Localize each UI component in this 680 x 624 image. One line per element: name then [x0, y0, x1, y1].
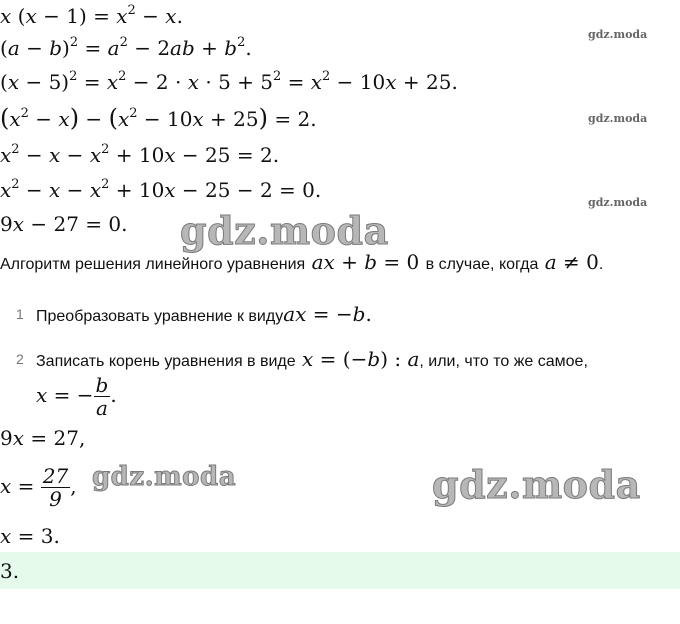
- equation-line-7: 9x − 27 = 0.: [0, 212, 128, 236]
- step-2-number: 2: [16, 351, 24, 367]
- equation-line-1: x $(x - 1) = x^2 - x$.: [0, 3, 183, 28]
- equation-line-4: $(x^2 - x) - (x^2 - 10x + 25) = 2$.: [0, 104, 317, 132]
- step-1-text: Преобразовать уравнение к виду: [36, 308, 284, 325]
- step-2-fraction-line: x = − $\frac{b}{a}$ .: [36, 374, 117, 418]
- equation-line-5: $x^2 - x - x^2 + 10x - 25 = 2$.: [0, 142, 280, 167]
- equation-x-3: x = 3.: [0, 524, 60, 548]
- step-2-text2: , или, что то же самое,: [419, 353, 588, 370]
- watermark-small-3: gdz.moda: [588, 196, 648, 209]
- step-1: Преобразовать уравнение к видуax = −b.: [36, 302, 372, 326]
- algorithm-intro: Алгоритм решения линейного уравнения ax + b = 0 в случае, когда a ≠ 0.: [0, 250, 604, 274]
- fraction-b-over-a: $\frac{b}{a}$: [95, 374, 109, 418]
- watermark-large-1: gdz.moda: [180, 208, 389, 253]
- step-1-number: 1: [16, 306, 24, 322]
- answer-value: 3.: [0, 559, 20, 583]
- equation-line-3: $(x - 5)^2 = x^2 - 2 \cdot x \cdot 5 + 5^2 = x^2 - 10x + 25$.: [0, 69, 458, 94]
- watermark-large-3: gdz.moda: [432, 462, 641, 507]
- watermark-small-2: gdz.moda: [588, 112, 648, 125]
- algorithm-intro-text: Алгоритм решения линейного уравнения: [0, 256, 306, 273]
- fraction-27-over-9: $\frac{27}{9}$: [42, 464, 69, 511]
- step-2: Записать корень уравнения в виде x = (−b) : a, или, что то же самое,: [36, 347, 588, 371]
- algorithm-intro-end: .: [598, 256, 604, 273]
- answer-box: [0, 552, 680, 589]
- watermark-small-1: gdz.moda: [588, 28, 648, 41]
- algorithm-intro-condition: в случае, когда: [425, 256, 539, 273]
- equation-line-6: $x^2 - x - x^2 + 10x - 25 - 2 = 0$.: [0, 177, 322, 202]
- equation-9x-27: 9x = 27,: [0, 426, 86, 450]
- equation-line-2: $(a - b)^2 = a^2 - 2ab + b^2$.: [0, 35, 252, 60]
- step-2-text: Записать корень уравнения в виде: [36, 353, 296, 370]
- equation-x-fraction: x = $\frac{27}{9}$ ,: [0, 464, 77, 511]
- watermark-large-2: gdz.moda: [92, 462, 237, 492]
